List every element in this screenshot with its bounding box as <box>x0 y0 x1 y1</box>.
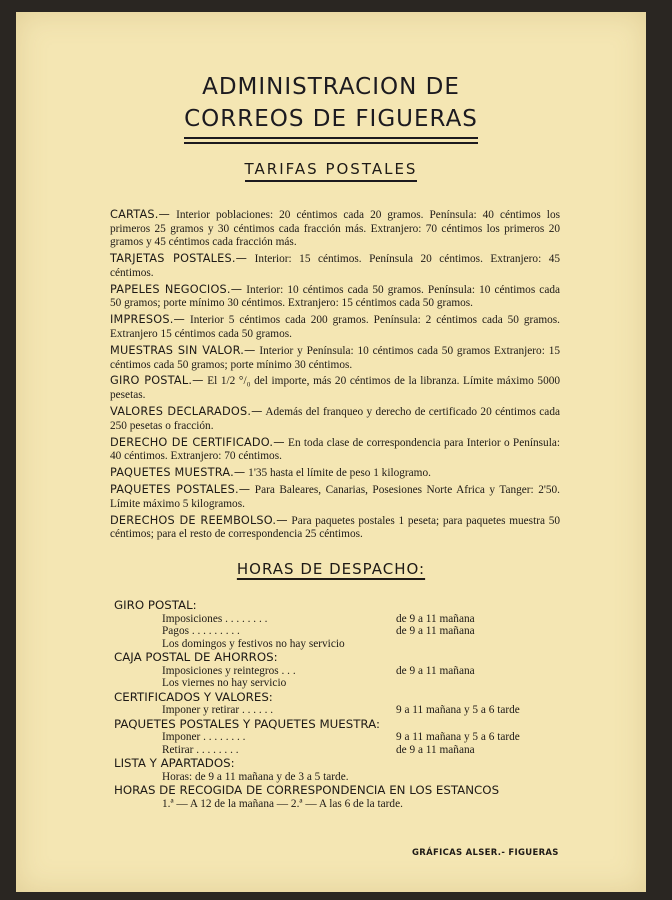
schedule-note: Los viernes no hay servicio <box>162 677 287 689</box>
horas-list <box>114 598 564 810</box>
section-certificados: CERTIFICADOS Y VALORES: <box>114 689 273 704</box>
printer-credit: GRÁFICAS ALSER.- FIGUERAS <box>412 848 559 858</box>
tarifa-entry: GIRO POSTAL.— El 1/2 °/₀ del importe, más 20 céntimos de la libranza. Límite máximo 5000 pesetas. <box>110 374 561 402</box>
tarifa-entry: MUESTRAS SIN VALOR.— Interior y Península: 10 céntimos cada 50 gramos Extranjero: 15 céntimos cada 50 gramos; porte mínimo 30 céntimos. <box>110 343 560 371</box>
section-lista-apartados: LISTA Y APARTADOS: <box>114 756 235 770</box>
schedule-row: Imponer . . . . . . . . 9 a 11 mañana y 5 a 6 tarde <box>162 731 520 743</box>
schedule-row: Imposiciones y reintegros . . . de 9 a 11 mañana <box>162 664 475 677</box>
tarifa-entry: CARTAS.— Interior poblaciones: 20 céntimos cada 20 gramos. Península: 40 céntimos los primeros 25 gramos y 30 céntimos cada fracción más. Extranjero: 70 céntimos los primeros 20 gramos y 45 céntimos cada fracción más. <box>110 208 560 249</box>
title-line-2: CORREOS DE FIGUERAS <box>184 106 478 132</box>
title-rule-top <box>184 137 478 139</box>
title-rule-bottom <box>184 142 478 144</box>
horas-heading: HORAS DE DESPACHO: <box>236 560 426 578</box>
schedule-text: 1.ª — A 12 de la mañana — 2.ª — A las 6 de la tarde. <box>162 797 403 810</box>
tarifas-heading: TARIFAS POSTALES <box>16 160 646 178</box>
tarifa-entry: DERECHO DE CERTIFICADO.— En toda clase de correspondencia para Interior o Península: 40 céntimos. Extranjero: 70 céntimos. <box>110 435 560 463</box>
tarifa-entry: DERECHOS DE REEMBOLSO.— Para paquetes postales 1 peseta; para paquetes muestra 50 céntimos; para el resto de correspondencia 25 céntimos. <box>110 513 560 541</box>
tarifa-entry: PAQUETES POSTALES.— Para Baleares, Canarias, Posesiones Norte Africa y Tanger: 2'50. Límite máximo 5 kilogramos. <box>110 483 560 510</box>
schedule-row: Imponer y retirar . . . . . . 9 a 11 mañana y 5 a 6 tarde <box>162 704 520 716</box>
section-paquetes: PAQUETES POSTALES Y PAQUETES MUESTRA: <box>114 716 380 731</box>
tarifa-entry: VALORES DECLARADOS.— Además del franqueo y derecho de certificado 20 céntimos cada 250 pesetas o fracción. <box>110 405 560 432</box>
schedule-row: Imposiciones . . . . . . . . de 9 a 11 mañana <box>162 612 475 625</box>
schedule-row: Retirar . . . . . . . . de 9 a 11 mañana <box>162 743 475 756</box>
section-caja-postal: CAJA POSTAL DE AHORROS: <box>114 650 278 664</box>
schedule-text: Horas: de 9 a 11 mañana y de 3 a 5 tarde. <box>162 770 349 783</box>
tarifa-entry: PAPELES NEGOCIOS.— Interior: 10 céntimos cada 50 gramos. Península: 10 céntimos cada 50 gramos; porte mínimo 30 céntimos. Extranjero: 15 céntimos cada 50 gramos. <box>110 282 560 310</box>
tarifas-list <box>110 208 560 544</box>
postal-notice-sheet <box>16 12 646 892</box>
tarifa-entry: TARJETAS POSTALES.— Interior: 15 céntimos. Península 20 céntimos. Extranjero: 45 céntimos. <box>110 252 560 279</box>
section-giro-postal: GIRO POSTAL: <box>114 598 197 612</box>
schedule-row: Pagos . . . . . . . . . de 9 a 11 mañana <box>162 625 475 637</box>
tarifa-entry: PAQUETES MUESTRA.— 1'35 hasta el límite de peso 1 kilogramo. <box>110 466 431 480</box>
title-line-1: ADMINISTRACION DE <box>202 74 460 100</box>
tarifa-entry: IMPRESOS.— Interior 5 céntimos cada 200 gramos. Península: 2 céntimos cada 50 gramos. Extranjero 15 céntimos cada 50 gramos. <box>110 313 560 340</box>
section-recogida: HORAS DE RECOGIDA DE CORRESPONDENCIA EN LOS ESTANCOS <box>114 783 500 797</box>
schedule-note: Los domingos y festivos no hay servicio <box>162 637 345 650</box>
